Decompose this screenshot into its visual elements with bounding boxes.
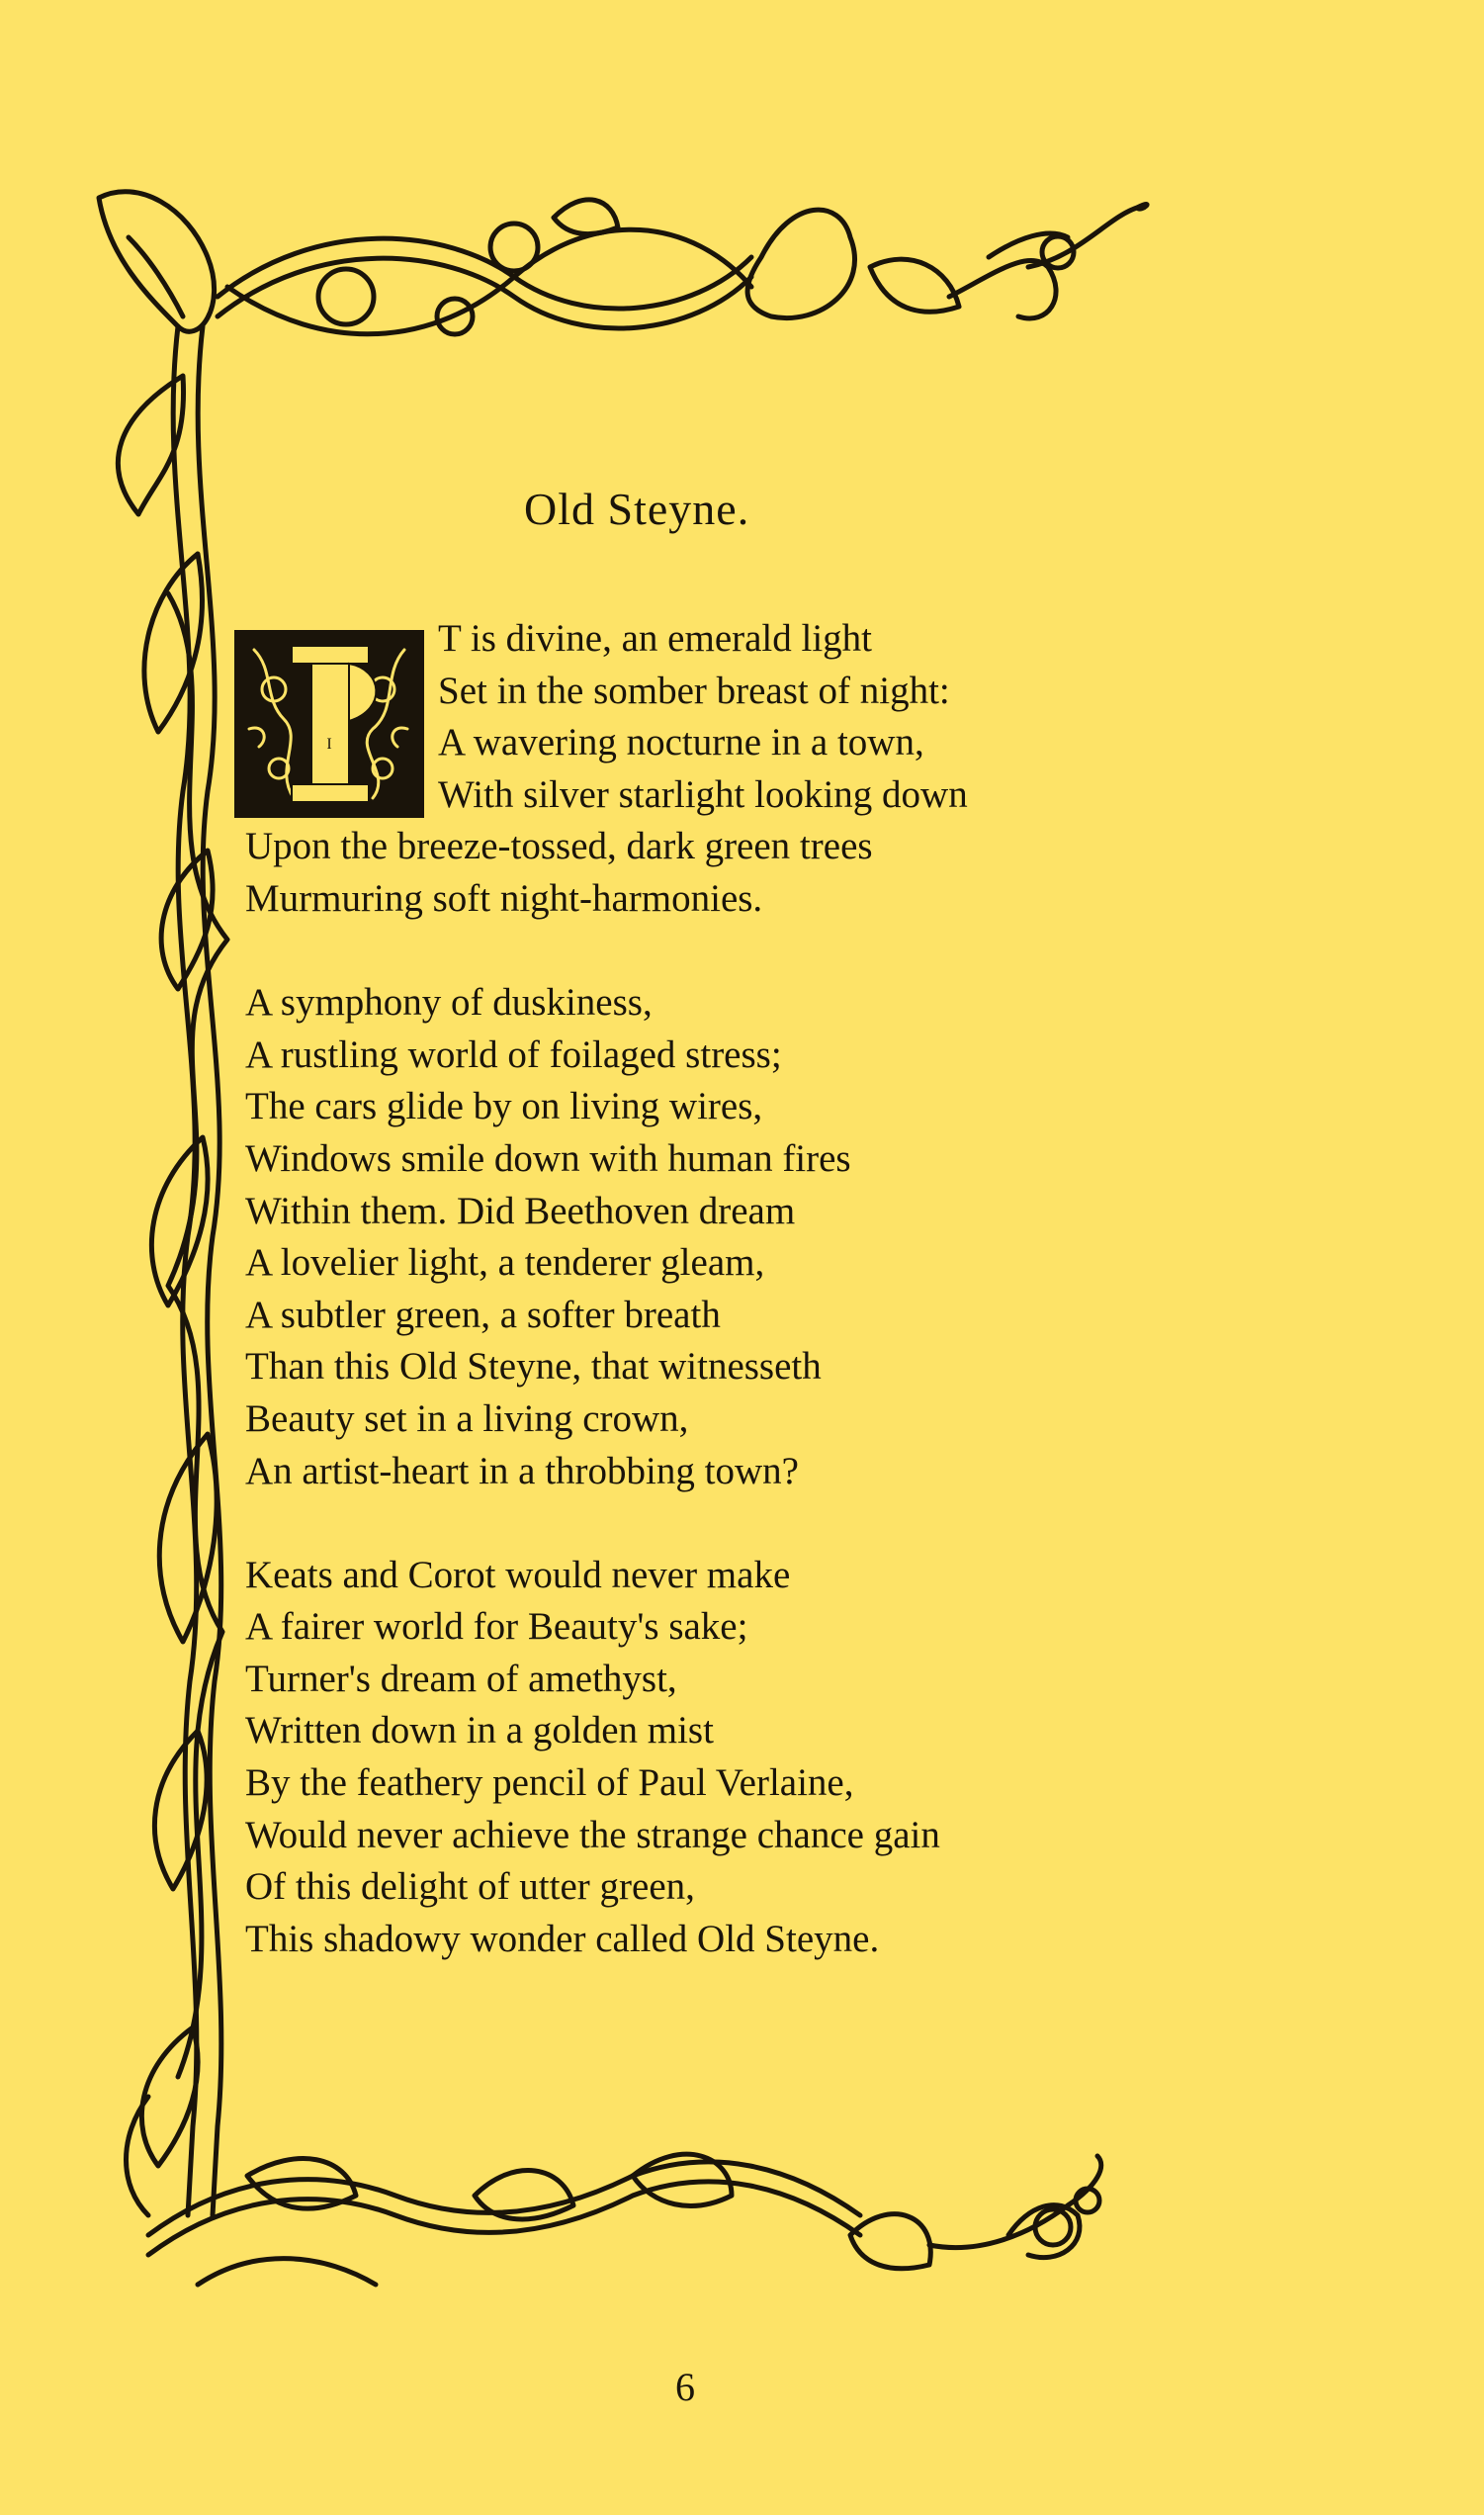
poem-line: An artist-heart in a throbbing town? [245,1449,799,1492]
poem-line: A symphony of duskiness, [245,981,653,1025]
poem-line: By the feathery pencil of Paul Verlaine, [245,1761,854,1805]
poem-body [245,613,1115,1965]
poem-line: Set in the somber breast of night: [438,669,950,712]
poem-line: A fairer world for Beauty's sake; [245,1605,748,1649]
poem-line: Turner's dream of amethyst, [245,1657,677,1700]
poem-line: Windows smile down with human fires [245,1136,851,1180]
stanza-1 [245,613,1115,926]
poem-line: A rustling world of foilaged stress; [245,1033,782,1076]
stanza-2 [245,977,1115,1497]
stanza-divider [245,1497,1115,1550]
poem-line: Would never achieve the strange chance gain [245,1813,940,1856]
poem-title: Old Steyne. [524,484,750,534]
poem-line: Keats and Corot would never make [245,1553,791,1596]
poem-line: With silver starlight looking down [438,772,968,816]
poem-line: This shadowy wonder called Old Steyne. [245,1917,880,1960]
dropcap-letter: I [326,736,332,753]
poem-line: A lovelier light, a tenderer gleam, [245,1241,765,1285]
stanza-3 [245,1550,1115,1966]
poem-line: Than this Old Steyne, that witnesseth [245,1345,822,1389]
poem-line: Of this delight of utter green, [245,1865,695,1909]
poem-line: Beauty set in a living crown, [245,1396,689,1440]
poem-line: A wavering nocturne in a town, [438,721,924,764]
poem-line: Written down in a golden mist [245,1709,714,1752]
poem-line: T is divine, an emerald light [438,617,873,660]
stanza-divider [245,926,1115,978]
poem-line: The cars glide by on living wires, [245,1085,763,1128]
page-number: 6 [675,2365,695,2409]
poem-line: Upon the breeze-tossed, dark green trees [245,825,873,868]
poem-line: Within them. Did Beethoven dream [245,1189,796,1232]
poem-line: Murmuring soft night-harmonies. [245,876,763,920]
poem-line: A subtler green, a softer breath [245,1293,721,1336]
